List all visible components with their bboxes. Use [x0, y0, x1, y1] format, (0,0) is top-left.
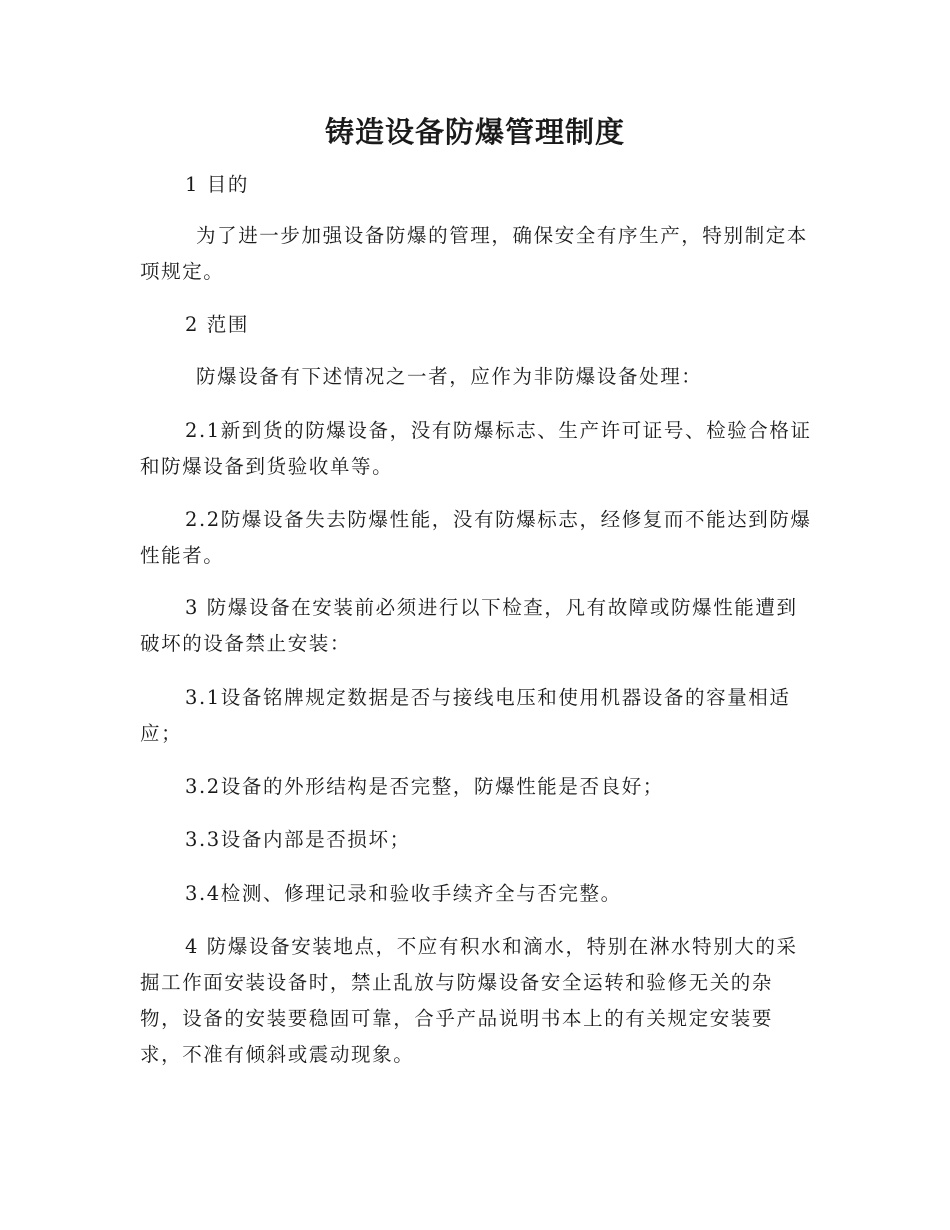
clause-4: 4 防爆设备安装地点，不应有积水和滴水，特别在淋水特别大的采掘工作面安装设备时，禁止乱放与防爆设备安全运转和验修无关的杂物，设备的安装要稳固可靠，合乎产品说明书本上的有关规定安装要求，不准有倾斜或震动现象。: [140, 935, 798, 1066]
clause-3-2: 3.2设备的外形结构是否完整，防爆性能是否良好；: [185, 775, 664, 798]
clause-3: 3 防爆设备在安装前必须进行以下检查，凡有故障或防爆性能遭到破坏的设备禁止安装：: [140, 596, 798, 655]
paragraph-scope: 防爆设备有下述情况之一者，应作为非防爆设备处理：: [196, 365, 703, 388]
section-heading-purpose: 1 目的: [185, 173, 250, 196]
clause-2-1: 2.1新到货的防爆设备，没有防爆标志、生产许可证号、检验合格证和防爆设备到货验收单等。: [140, 419, 812, 478]
clause-3-1: 3.1设备铭牌规定数据是否与接线电压和使用机器设备的容量相适应；: [140, 686, 791, 745]
clause-3-3: 3.3设备内部是否损坏；: [185, 828, 411, 851]
document-title: 铸造设备防爆管理制度: [324, 115, 625, 149]
clause-3-4: 3.4检测、修理记录和验收手续齐全与否完整。: [185, 882, 622, 905]
paragraph-purpose: 为了进一步加强设备防爆的管理，确保安全有序生产，特别制定本项规定。: [140, 224, 808, 283]
section-heading-scope: 2 范围: [185, 313, 250, 336]
clause-2-2: 2.2防爆设备失去防爆性能，没有防爆标志，经修复而不能达到防爆性能者。: [140, 508, 812, 567]
